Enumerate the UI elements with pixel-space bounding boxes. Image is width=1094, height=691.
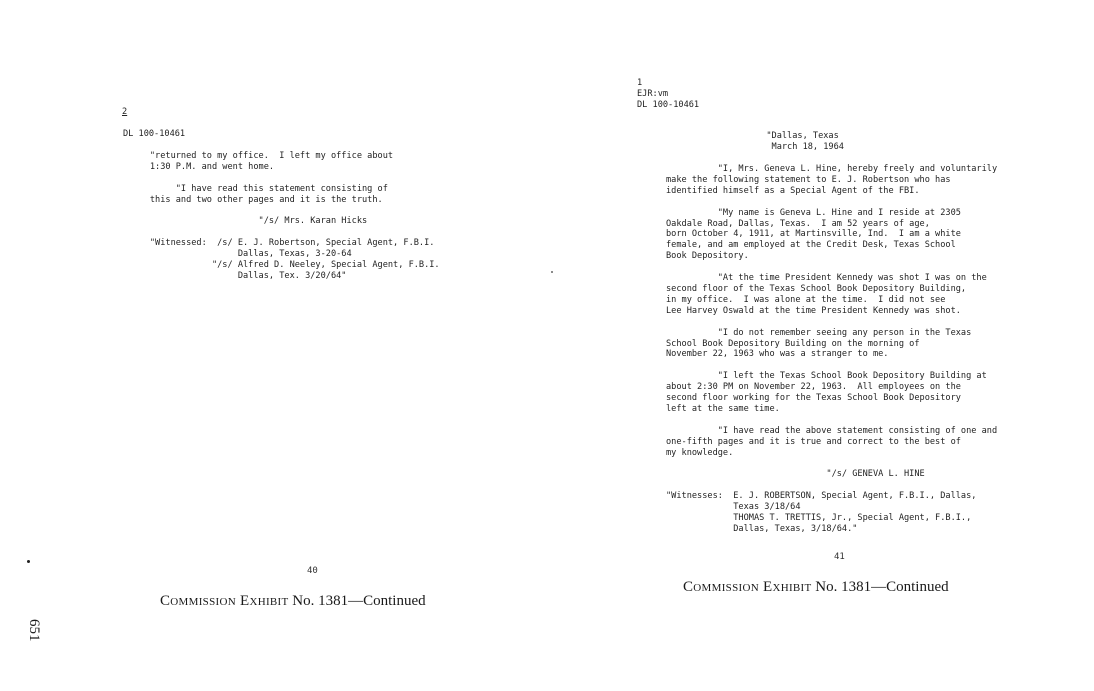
statement-line: make the following statement to E. J. Robertson who has — [666, 174, 951, 185]
statement-line — [124, 227, 440, 238]
right-caption-suffix: No. 1381—Continued — [811, 579, 949, 595]
statement-line: "I left the Texas School Book Depository Building at — [666, 371, 987, 382]
margin-page-number: 651 — [26, 619, 42, 642]
statement-line: born October 4, 1911, at Martinsville, Ind. I am a white — [666, 229, 961, 240]
right-statement-body — [666, 164, 997, 535]
left-file-number: DL 100-10461 — [123, 129, 186, 139]
statement-line — [666, 262, 997, 273]
left-caption — [160, 593, 426, 610]
left-page-number: 40 — [307, 566, 318, 576]
statement-line: in my office. I was alone at the time. I did not see — [666, 294, 946, 305]
statement-line: left at the same time. — [666, 403, 780, 414]
left-caption-suffix: No. 1381—Continued — [288, 593, 426, 609]
statement-line: identified himself as a Special Agent of the FBI. — [666, 185, 920, 196]
scan-speck — [27, 560, 30, 563]
statement-line: "Witnessed: /s/ E. J. Robertson, Special Agent, F.B.I. — [124, 238, 435, 249]
statement-line: "returned to my office. I left my office about — [124, 151, 394, 161]
statement-line — [124, 206, 440, 217]
statement-line: Lee Harvey Oswald at the time President Kennedy was shot. — [666, 305, 961, 316]
right-caption — [683, 579, 949, 596]
statement-line — [666, 360, 997, 371]
statement-line: Dallas, Texas, 3-20-64 — [124, 249, 352, 260]
statement-line: "At the time President Kennedy was shot I was on the — [666, 273, 987, 284]
statement-line: School Book Depository Building on the morning of — [666, 338, 920, 349]
dateline-line: "Dallas, Texas — [637, 131, 839, 141]
statement-line: "Witnesses: E. J. ROBERTSON, Special Agent, F.B.I., Dallas, — [666, 491, 977, 502]
statement-line: November 22, 1963 who was a stranger to me. — [666, 349, 889, 360]
statement-line: "I have read the above statement consisting of one and — [666, 425, 998, 436]
left-statement-body — [124, 151, 440, 282]
statement-line — [666, 197, 997, 208]
statement-line: 1:30 P.M. and went home. — [124, 161, 275, 172]
statement-line — [666, 317, 997, 328]
statement-line: THOMAS T. TRETTIS, Jr., Special Agent, F.B.I., — [666, 513, 972, 523]
header-line: EJR:vm — [637, 88, 669, 99]
statement-line: this and two other pages and it is the truth. — [124, 194, 383, 205]
right-header — [637, 78, 699, 111]
statement-line: about 2:30 PM on November 22, 1963. All employees on the — [666, 382, 961, 393]
header-line: DL 100-10461 — [637, 99, 700, 110]
scan-speck — [551, 271, 553, 273]
statement-line: "My name is Geneva L. Hine and I reside at 2305 — [666, 207, 961, 218]
statement-line: "I do not remember seeing any person in the Texas — [666, 327, 972, 338]
statement-line: Oakdale Road, Dallas, Texas. I am 52 years of age, — [666, 218, 930, 229]
right-caption-prefix: Commission Exhibit — [683, 579, 812, 595]
right-dateline — [637, 131, 844, 153]
statement-line: Dallas, Tex. 3/20/64" — [124, 270, 347, 281]
statement-line: one-fifth pages and it is true and correct to the best of — [666, 436, 961, 447]
statement-line: "I have read this statement consisting of — [124, 183, 388, 194]
statement-line: female, and am employed at the Credit Desk, Texas School — [666, 240, 956, 251]
statement-line: "/s/ GENEVA L. HINE — [666, 469, 925, 480]
statement-line: Book Depository. — [666, 251, 749, 262]
statement-line: Dallas, Texas, 3/18/64." — [666, 523, 858, 534]
left-caption-prefix: Commission Exhibit — [160, 593, 289, 609]
statement-line: Texas 3/18/64 — [666, 502, 801, 513]
statement-line — [666, 458, 997, 469]
statement-line — [124, 173, 440, 184]
header-line: 1 — [637, 78, 643, 88]
right-page-number: 41 — [834, 552, 845, 562]
statement-line: second floor working for the Texas School Book Depository — [666, 393, 961, 404]
statement-line: my knowledge. — [666, 447, 734, 458]
statement-line — [666, 415, 997, 426]
left-page-marker: 2 — [122, 107, 128, 117]
statement-line: "I, Mrs. Geneva L. Hine, hereby freely and voluntarily — [666, 164, 998, 174]
statement-line — [666, 480, 997, 491]
statement-line: second floor of the Texas School Book Depository Building, — [666, 283, 967, 294]
statement-line: "/s/ Mrs. Karan Hicks — [124, 216, 368, 227]
statement-line: "/s/ Alfred D. Neeley, Special Agent, F.B.I. — [124, 260, 440, 271]
dateline-line: March 18, 1964 — [637, 141, 844, 152]
